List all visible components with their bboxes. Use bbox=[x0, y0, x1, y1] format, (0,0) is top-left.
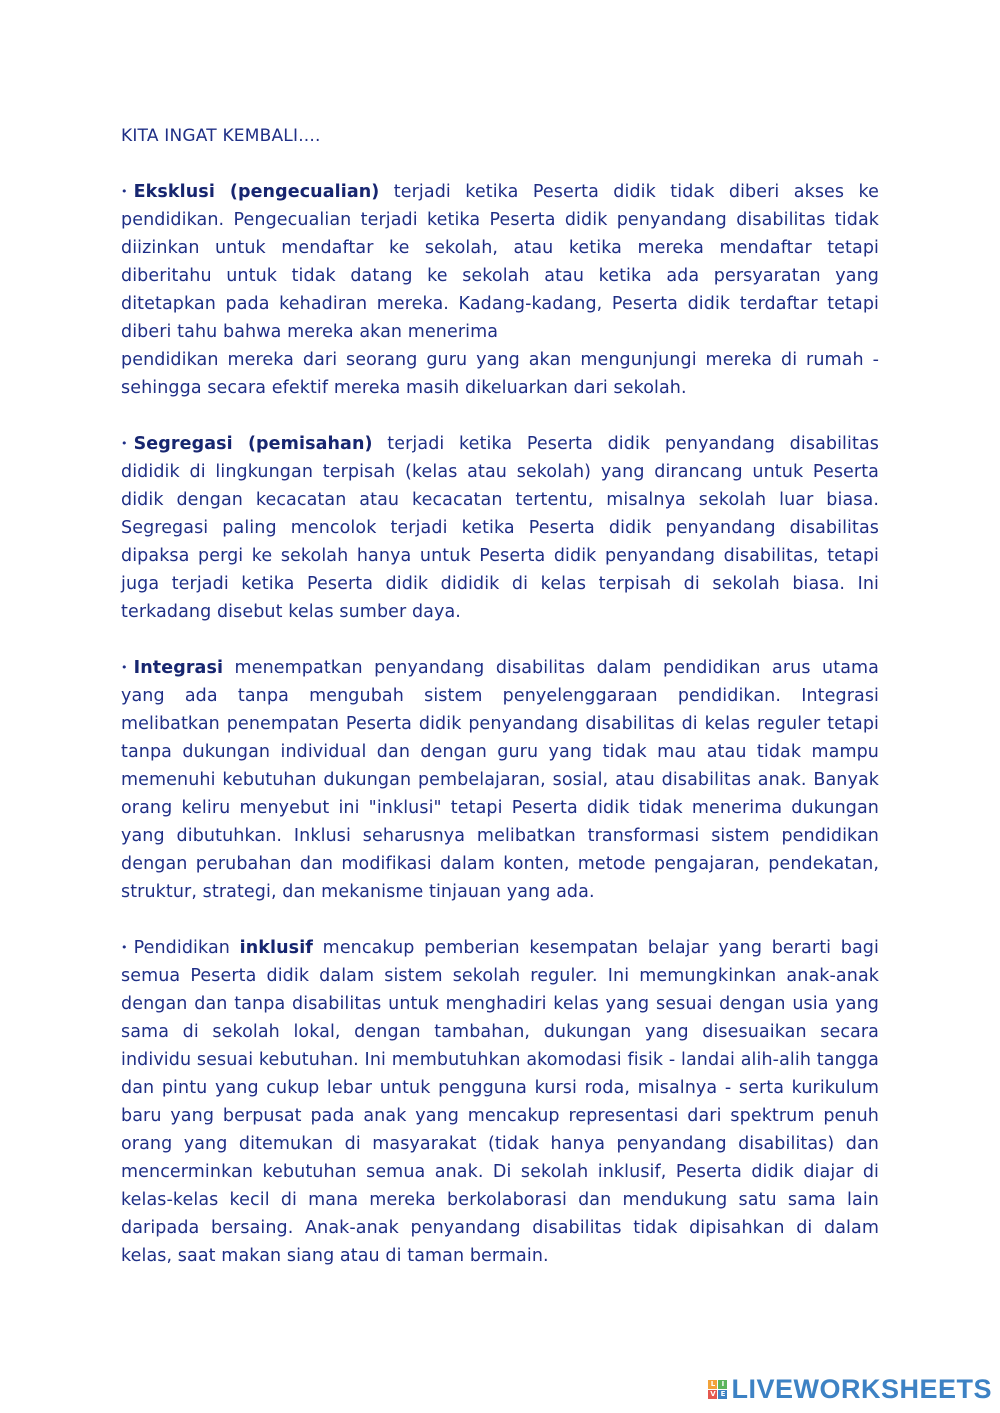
bullet-icon: • bbox=[121, 185, 128, 198]
page-heading: KITA INGAT KEMBALI.... bbox=[121, 126, 321, 146]
logo-mark-letter: E bbox=[718, 1390, 727, 1399]
liveworksheets-logo bbox=[708, 1374, 992, 1405]
logo-mark-icon bbox=[708, 1380, 727, 1399]
paragraph-inklusif bbox=[121, 934, 879, 1270]
paragraph-eksklusi bbox=[121, 178, 879, 402]
term-integrasi: Integrasi bbox=[133, 658, 224, 678]
logo-mark-letter: V bbox=[710, 1390, 716, 1398]
paragraph-integrasi bbox=[121, 654, 879, 906]
logo-mark-letter: L bbox=[708, 1380, 717, 1389]
paragraph-text: menempatkan penyandang disabilitas dalam pendidikan arus utama yang ada tanpa mengubah sistem penyelenggaraan pendidikan. Integrasi melibatkan penempatan Peserta didik penyandang disabilitas di kelas reguler tetapi tanpa dukungan individual dan dengan guru yang tidak mau atau tidak mampu memenuhi kebutuhan dukungan pembelajaran, sosial, atau disabilitas anak. Banyak orang keliru menyebut ini "inklusi" tetapi Peserta didik tidak menerima dukungan yang dibutuhkan. Inklusi seharusnya melibatkan transformasi sistem pendidikan dengan perubahan dan modifikasi dalam konten, metode pengajaran, pendekatan, struktur, strategi, dan mekanisme tinjauan yang ada. bbox=[121, 658, 879, 902]
paragraph-segregasi bbox=[121, 430, 879, 626]
bullet-icon: • bbox=[121, 437, 128, 450]
bullet-icon: • bbox=[121, 661, 128, 674]
logo-text: LIVEWORKSHEETS bbox=[731, 1374, 992, 1404]
paragraph-text: mencakup pemberian kesempatan belajar yang berarti bagi semua Peserta didik dalam sistem sekolah reguler. Ini memungkinkan anak-anak dengan dan tanpa disabilitas untuk menghadiri kelas yang sesuai dengan usia yang sama di sekolah lokal, dengan tambahan, dukungan yang disesuaikan secara individu sesuai kebutuhan. Ini membutuhkan akomodasi fisik - landai alih-alih tangga dan pintu yang cukup lebar untuk pengguna kursi roda, misalnya - serta kurikulum baru yang berpusat pada anak yang mencakup representasi dari spektrum penuh orang yang ditemukan di masyarakat (tidak hanya penyandang disabilitas) dan mencerminkan kebutuhan semua anak. Di sekolah inklusif, Peserta didik diajar di kelas-kelas kecil di mana mereka berkolaborasi dan mendukung satu sama lain daripada bersaing. Anak-anak penyandang disabilitas tidak dipisahkan di dalam kelas, saat makan siang atau di taman bermain. bbox=[121, 938, 879, 1266]
worksheet-content bbox=[121, 122, 879, 1298]
paragraph-lead: Pendidikan bbox=[133, 938, 240, 958]
paragraph-continuation: pendidikan mereka dari seorang guru yang akan mengunjungi mereka di rumah - sehingga secara efektif mereka masih dikeluarkan dari sekolah. bbox=[121, 350, 879, 398]
term-segregasi: Segregasi (pemisahan) bbox=[133, 434, 373, 454]
paragraph-text: terjadi ketika Peserta didik penyandang disabilitas dididik di lingkungan terpisah (kelas atau sekolah) yang dirancang untuk Peserta didik dengan kecacatan atau kecacatan tertentu, misalnya sekolah luar biasa. Segregasi paling mencolok terjadi ketika Peserta didik penyandang disabilitas dipaksa pergi ke sekolah hanya untuk Peserta didik penyandang disabilitas, tetapi juga terjadi ketika Peserta didik dididik di kelas terpisah di sekolah biasa. Ini terkadang disebut kelas sumber daya. bbox=[121, 434, 879, 622]
term-inklusif: inklusif bbox=[239, 938, 314, 958]
paragraph-text: terjadi ketika Peserta didik tidak diberi akses ke pendidikan. Pengecualian terjadi ketika Peserta didik penyandang disabilitas tidak diizinkan untuk mendaftar ke sekolah, atau ketika mereka mendaftar tetapi diberitahu untuk tidak datang ke sekolah atau ketika ada persyaratan yang ditetapkan pada kehadiran mereka. Kadang-kadang, Peserta didik terdaftar tetapi diberi tahu bahwa mereka akan menerima bbox=[121, 182, 879, 342]
logo-mark-letter: I bbox=[718, 1380, 727, 1389]
bullet-icon: • bbox=[121, 941, 128, 954]
term-eksklusi: Eksklusi (pengecualian) bbox=[133, 182, 380, 202]
